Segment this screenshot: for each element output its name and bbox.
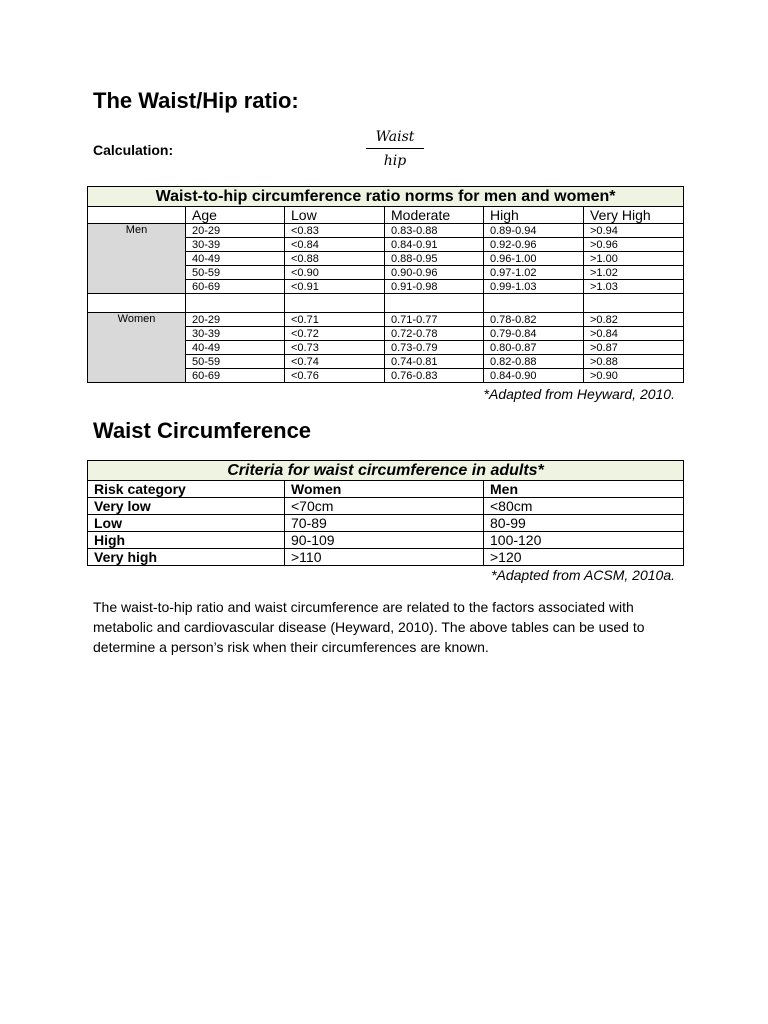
table-cell: 20-29 bbox=[186, 313, 285, 327]
header-cell: High bbox=[484, 207, 584, 224]
header-cell: Moderate bbox=[385, 207, 484, 224]
table-cell: >110 bbox=[285, 549, 484, 566]
waist-circumference-table bbox=[87, 460, 684, 566]
table-cell: 90-109 bbox=[285, 532, 484, 549]
page-title: The Waist/Hip ratio: bbox=[93, 88, 299, 113]
table-cell: >1.02 bbox=[584, 266, 684, 280]
table-cell: 0.92-0.96 bbox=[484, 238, 584, 252]
waist-hip-ratio-table bbox=[87, 186, 684, 383]
table-cell: <0.72 bbox=[285, 327, 385, 341]
table-cell: <0.83 bbox=[285, 224, 385, 238]
calculation-label: Calculation: bbox=[93, 142, 174, 158]
table-cell: >0.94 bbox=[584, 224, 684, 238]
table-row bbox=[88, 515, 684, 532]
table-caption: Criteria for waist circumference in adults* bbox=[88, 461, 684, 481]
table-row bbox=[88, 498, 684, 515]
table-cell: 60-69 bbox=[186, 280, 285, 294]
table-cell: 0.72-0.78 bbox=[385, 327, 484, 341]
table-source-note: *Adapted from Heyward, 2010. bbox=[483, 386, 675, 402]
table-cell: <80cm bbox=[484, 498, 684, 515]
table-cell: >0.88 bbox=[584, 355, 684, 369]
ratio-formula bbox=[366, 128, 424, 170]
table-cell: <0.91 bbox=[285, 280, 385, 294]
table-cell: >0.87 bbox=[584, 341, 684, 355]
table-cell: >1.00 bbox=[584, 252, 684, 266]
table-cell: 0.78-0.82 bbox=[484, 313, 584, 327]
table-row bbox=[88, 224, 684, 238]
table-cell: 0.84-0.91 bbox=[385, 238, 484, 252]
table-cell: 0.83-0.88 bbox=[385, 224, 484, 238]
table-row bbox=[88, 532, 684, 549]
risk-category-cell: Very low bbox=[88, 498, 285, 515]
section-title: Waist Circumference bbox=[93, 418, 312, 443]
table-cell: >120 bbox=[484, 549, 684, 566]
header-cell: Risk category bbox=[88, 481, 285, 498]
header-cell: Men bbox=[484, 481, 684, 498]
spacer-cell bbox=[88, 294, 186, 313]
header-cell: Very High bbox=[584, 207, 684, 224]
table-cell: 0.76-0.83 bbox=[385, 369, 484, 383]
table-cell: 0.84-0.90 bbox=[484, 369, 584, 383]
table-cell: 0.89-0.94 bbox=[484, 224, 584, 238]
table-cell: 0.82-0.88 bbox=[484, 355, 584, 369]
spacer-cell bbox=[385, 294, 484, 313]
table-cell: 40-49 bbox=[186, 341, 285, 355]
table-cell: 0.79-0.84 bbox=[484, 327, 584, 341]
header-cell: Age bbox=[186, 207, 285, 224]
table-cell: >0.96 bbox=[584, 238, 684, 252]
risk-category-cell: Very high bbox=[88, 549, 285, 566]
table-cell: 0.91-0.98 bbox=[385, 280, 484, 294]
table-cell: 0.99-1.03 bbox=[484, 280, 584, 294]
table-cell: 30-39 bbox=[186, 327, 285, 341]
table-cell: >1.03 bbox=[584, 280, 684, 294]
table-row bbox=[88, 313, 684, 327]
table-cell: 0.74-0.81 bbox=[385, 355, 484, 369]
table-cell: 0.97-1.02 bbox=[484, 266, 584, 280]
table-cell: 30-39 bbox=[186, 238, 285, 252]
table-cell: >0.84 bbox=[584, 327, 684, 341]
table-cell: 100-120 bbox=[484, 532, 684, 549]
formula-denominator: hip bbox=[383, 153, 407, 169]
table-cell: 20-29 bbox=[186, 224, 285, 238]
table-cell: <0.76 bbox=[285, 369, 385, 383]
risk-category-cell: Low bbox=[88, 515, 285, 532]
header-cell-blank bbox=[88, 207, 186, 224]
table-cell: <0.74 bbox=[285, 355, 385, 369]
table-cell: 0.90-0.96 bbox=[385, 266, 484, 280]
table-cell: 50-59 bbox=[186, 355, 285, 369]
spacer-cell bbox=[584, 294, 684, 313]
table-cell: 40-49 bbox=[186, 252, 285, 266]
body-paragraph: The waist-to-hip ratio and waist circumference are related to the factors associated with metabolic and cardiovascular disease (Heyward, 2010). The above tables can be used to determine a person’s risk when their circumferences are known. bbox=[93, 599, 645, 655]
group-label: Women bbox=[88, 313, 186, 383]
table-cell: 70-89 bbox=[285, 515, 484, 532]
table-cell: >0.90 bbox=[584, 369, 684, 383]
header-cell: Women bbox=[285, 481, 484, 498]
fraction-bar bbox=[366, 148, 424, 149]
table-cell: 0.71-0.77 bbox=[385, 313, 484, 327]
table-cell: 50-59 bbox=[186, 266, 285, 280]
table-cell: <0.71 bbox=[285, 313, 385, 327]
table-cell: 0.88-0.95 bbox=[385, 252, 484, 266]
table-cell: 0.80-0.87 bbox=[484, 341, 584, 355]
formula-numerator: Waist bbox=[375, 129, 415, 145]
table-header-row bbox=[88, 481, 684, 498]
table-source-note: *Adapted from ACSM, 2010a. bbox=[491, 567, 675, 583]
table-cell: <0.73 bbox=[285, 341, 385, 355]
spacer-cell bbox=[484, 294, 584, 313]
spacer-cell bbox=[186, 294, 285, 313]
table-cell: >0.82 bbox=[584, 313, 684, 327]
header-cell: Low bbox=[285, 207, 385, 224]
spacer-cell bbox=[285, 294, 385, 313]
table-caption: Waist-to-hip circumference ratio norms for men and women* bbox=[88, 187, 684, 207]
table-cell: 0.73-0.79 bbox=[385, 341, 484, 355]
table-row bbox=[88, 549, 684, 566]
table-cell: <70cm bbox=[285, 498, 484, 515]
spacer-row bbox=[88, 294, 684, 313]
group-label: Men bbox=[88, 224, 186, 294]
table-header-row bbox=[88, 207, 684, 224]
risk-category-cell: High bbox=[88, 532, 285, 549]
table-cell: <0.84 bbox=[285, 238, 385, 252]
table-cell: <0.90 bbox=[285, 266, 385, 280]
table-cell: 0.96-1.00 bbox=[484, 252, 584, 266]
table-cell: <0.88 bbox=[285, 252, 385, 266]
table-cell: 60-69 bbox=[186, 369, 285, 383]
table-cell: 80-99 bbox=[484, 515, 684, 532]
